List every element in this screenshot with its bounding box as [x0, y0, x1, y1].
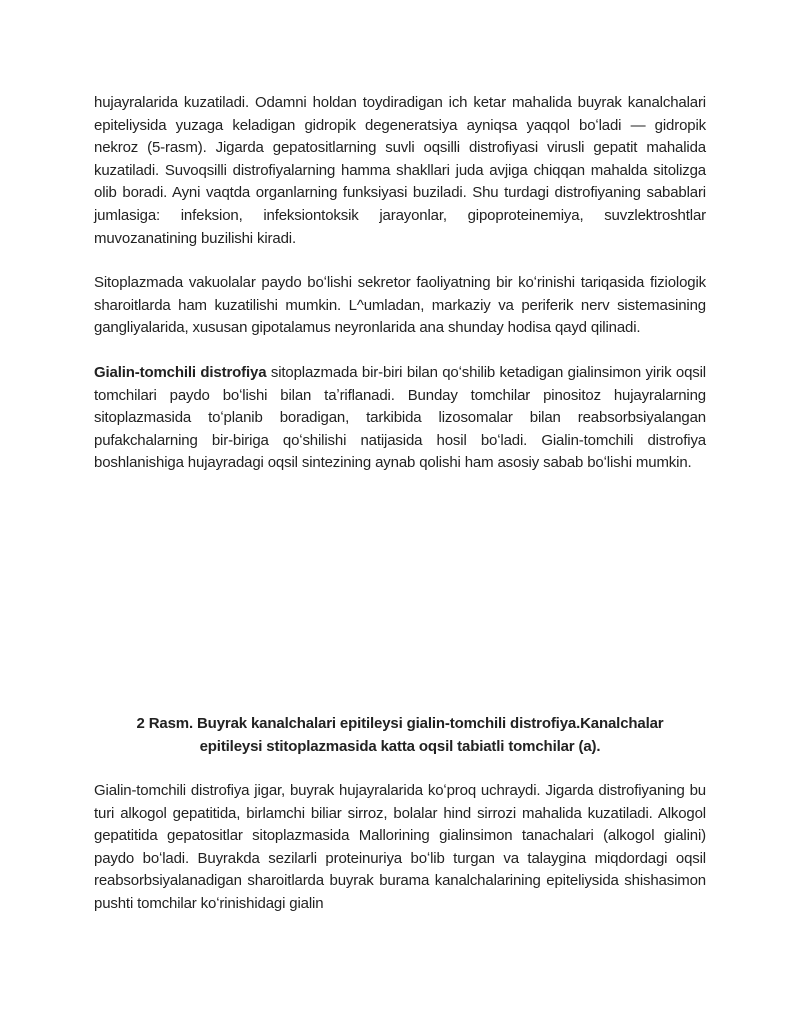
figure-caption-line-2: epitileysi stitoplazmasida katta oqsil tabiatli tomchilar (a). — [199, 737, 601, 755]
paragraph-vacuoles: Sitoplazmada vakuolalar paydo boʻlishi sekretor faoliyatning bir koʻrinishi tariqasida fiziologik sharoitlarda ham kuzatilishi mumkin. L^umladan, markaziy va periferik nerv sistemasining gangliyalarida, xususan gipotalamus neyronlarida ana shunday hodisa qayd qilinadi. — [94, 274, 706, 337]
paragraph-hyaline-definition — [94, 362, 706, 475]
paragraph-hydropic: hujayralarida kuzatiladi. Odamni holdan toydiradigan ich ketar mahalida buyrak kanalchalari epiteliysida yuzaga keladigan gidropik degeneratsiya ayniqsa yaqqol boʻladi — gidropik nekroz (5-rasm). Jigarda gepatositlarning suvli oqsilli distrofiyasi virusli gepatit mahalida kuzatiladi. Suvoqsilli distrofiyalarning hamma shakllari juda avjiga chiqqan mahalda sitolizga olib boradi. Ayni vaqtda organlarning funksiyasi buziladi. Shu turdagi distrofiyaning sabablari jumlasiga: infeksion, infeksiontoksik jarayonlar, gipoproteinemiya, suvzlektroshtlar muvozanatining buzilishi kiradi. — [94, 94, 706, 247]
document-page — [94, 92, 706, 916]
figure-placeholder — [94, 475, 706, 713]
figure-caption — [94, 713, 706, 758]
paragraph-hyaline-organs: Gialin-tomchili distrofiya jigar, buyrak hujayralarida koʻproq uchraydi. Jigarda distrofiyaning bu turi alkogol gepatitida, birlamchi biliar sirroz, bolalar hind sirrozi mahalida kuzatiladi. Alkogol gepatitida gepatositlar sitoplazmasida Mallorining gialinsimon tanachalari (alkogol gialini) paydo boʻladi. Buyrakda sezilarli proteinuriya boʻlib turgan va talaygina miqdordagi oqsil reabsorbsiyalanadigan sharoitlarda buyrak burama kanalchalarining epiteliysida shishasimon pushti tomchilar koʻrinishidagi gialin — [94, 782, 706, 913]
figure-caption-line-1: 2 Rasm. Buyrak kanalchalari epitileysi gialin-tomchili distrofiya.Kanalchalar — [136, 714, 664, 732]
term-hyaline-droplet: Gialin-tomchili distrofiya — [94, 363, 267, 381]
paragraph-hyaline-definition-text: sitoplazmada bir-biri bilan qoʻshilib ketadigan gialinsimon yirik oqsil tomchilari paydo boʻlishi bilan taʼriflanadi. Bunday tomchilar pinositoz hujayralarning sitoplazmasida toʻplanib boradigan, tarkibida lizosomalar bilan reabsorbsiyalangan pufakchalarning bir-biriga qoʻshilishi natijasida hosil boʻladi. Gialin-tomchili distrofiya boshlanishiga hujayradagi oqsil sintezining aynab qolishi ham asosiy sabab boʻlishi mumkin. — [94, 363, 706, 472]
